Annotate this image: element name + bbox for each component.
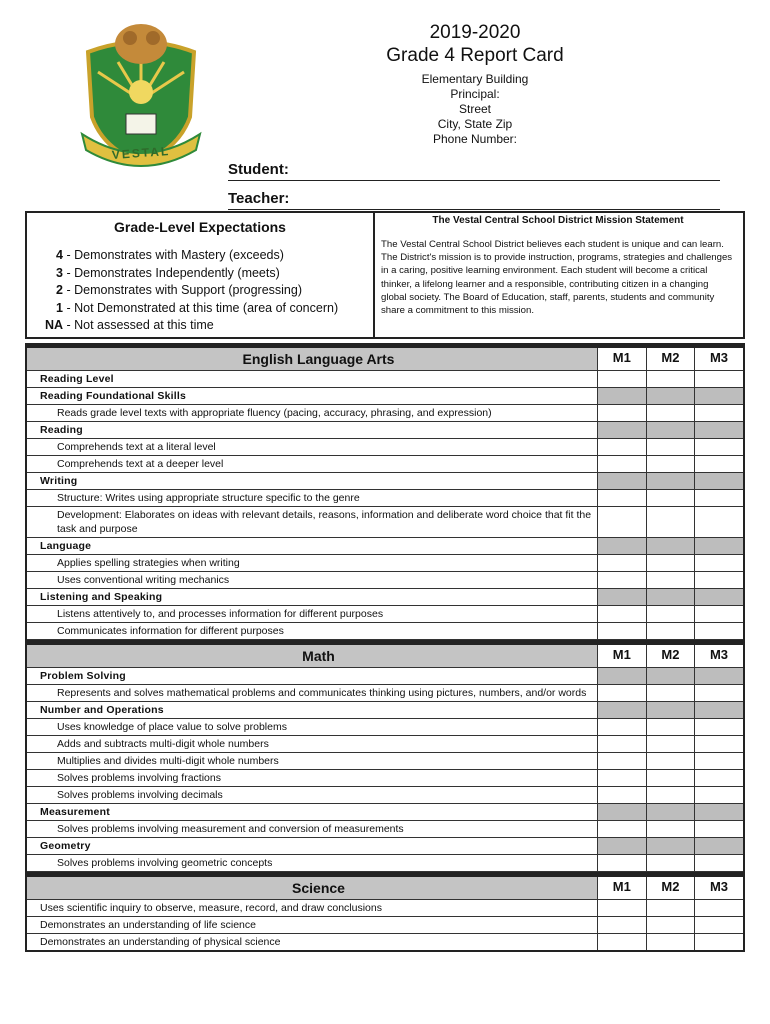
table-row xyxy=(27,934,743,950)
expectations-title: Grade-Level Expectations xyxy=(114,219,286,235)
table-row xyxy=(27,555,743,572)
skill-label: Demonstrates an understanding of physical science xyxy=(40,936,281,948)
grade-cell-m1[interactable] xyxy=(597,507,646,537)
grade-cell-m3 xyxy=(694,422,743,438)
grade-cell-m3[interactable] xyxy=(694,787,743,803)
skill-label: Solves problems involving decimals xyxy=(57,789,223,801)
grade-cell-m3[interactable] xyxy=(694,855,743,871)
skill-label: Solves problems involving geometric concepts xyxy=(57,857,273,869)
column-header-m1: M1 xyxy=(597,645,646,667)
grade-cell-m1 xyxy=(597,538,646,554)
grade-cell-m3 xyxy=(694,388,743,404)
grade-cell-m3[interactable] xyxy=(694,900,743,916)
table-row xyxy=(27,855,743,872)
table-row xyxy=(27,473,743,490)
expectation-item xyxy=(27,265,373,283)
skill-label: Multiplies and divides multi-digit whole numbers xyxy=(57,755,279,767)
grade-cell-m3[interactable] xyxy=(694,685,743,701)
grade-cell-m3[interactable] xyxy=(694,405,743,421)
math-section-header xyxy=(27,640,743,668)
grade-cell-m1[interactable] xyxy=(597,685,646,701)
category-label: Number and Operations xyxy=(40,704,164,716)
skill-label: Solves problems involving fractions xyxy=(57,772,221,784)
ela-section-header xyxy=(27,348,743,371)
skill-label: Comprehends text at a deeper level xyxy=(57,458,224,470)
grade-cell-m3 xyxy=(694,668,743,684)
table-row xyxy=(27,623,743,640)
expectation-code: NA xyxy=(44,318,63,332)
grade-cell-m3[interactable] xyxy=(694,917,743,933)
table-row xyxy=(27,456,743,473)
grade-cell-m2[interactable] xyxy=(646,934,695,950)
category-label: Reading Foundational Skills xyxy=(40,390,186,402)
grade-cell-m2[interactable] xyxy=(646,821,695,837)
grade-cell-m3[interactable] xyxy=(694,821,743,837)
grade-cell-m2[interactable] xyxy=(646,770,695,786)
grade-cell-m2 xyxy=(646,589,695,605)
table-row xyxy=(27,917,743,934)
grade-cell-m1[interactable] xyxy=(597,855,646,871)
grade-cell-m2 xyxy=(646,538,695,554)
grade-cell-m1[interactable] xyxy=(597,736,646,752)
grade-cell-m3[interactable] xyxy=(694,507,743,537)
skill-label: Communicates information for different purposes xyxy=(57,625,284,637)
grade-cell-m1[interactable] xyxy=(597,456,646,472)
grade-cell-m1[interactable] xyxy=(597,770,646,786)
grade-cell-m2[interactable] xyxy=(646,753,695,769)
category-label: Writing xyxy=(40,475,78,487)
column-header-m2: M2 xyxy=(646,877,695,899)
grade-cell-m3[interactable] xyxy=(694,623,743,639)
school-crest-logo xyxy=(78,22,204,174)
expectations-mission-box xyxy=(25,211,745,339)
table-row xyxy=(27,371,743,388)
grade-cell-m1 xyxy=(597,838,646,854)
grade-cell-m1[interactable] xyxy=(597,917,646,933)
grade-cell-m3[interactable] xyxy=(694,490,743,506)
column-header-m1: M1 xyxy=(597,348,646,370)
expectation-item xyxy=(27,247,373,265)
city-label: City, State Zip xyxy=(437,117,513,131)
grade-cell-m2[interactable] xyxy=(646,900,695,916)
grade-level-expectations xyxy=(27,213,373,337)
grade-cell-m3[interactable] xyxy=(694,439,743,455)
skill-label: Applies spelling strategies when writing xyxy=(57,557,240,569)
crest-banner-text: VESTAL xyxy=(111,143,171,163)
grade-cell-m2 xyxy=(646,702,695,718)
grade-cell-m2[interactable] xyxy=(646,572,695,588)
column-header-m2: M2 xyxy=(646,348,695,370)
grade-cell-m1 xyxy=(597,702,646,718)
skill-label: Uses conventional writing mechanics xyxy=(57,574,230,586)
grade-cell-m2[interactable] xyxy=(646,507,695,537)
table-row xyxy=(27,606,743,623)
skill-label: Uses scientific inquiry to observe, measure, record, and draw conclusions xyxy=(40,902,382,914)
grade-cell-m2[interactable] xyxy=(646,736,695,752)
table-row xyxy=(27,405,743,422)
grade-cell-m3[interactable] xyxy=(694,719,743,735)
table-row xyxy=(27,719,743,736)
table-row xyxy=(27,702,743,719)
table-row xyxy=(27,900,743,917)
grade-cell-m3[interactable] xyxy=(694,456,743,472)
table-row xyxy=(27,736,743,753)
table-row xyxy=(27,507,743,538)
grade-cell-m3 xyxy=(694,538,743,554)
expectation-text: - Demonstrates with Support (progressing) xyxy=(63,283,302,297)
grade-cell-m3[interactable] xyxy=(694,934,743,950)
grade-cell-m2[interactable] xyxy=(646,405,695,421)
grade-cell-m3[interactable] xyxy=(694,606,743,622)
grade-cell-m1[interactable] xyxy=(597,606,646,622)
expectation-item xyxy=(27,300,373,318)
grade-cell-m1[interactable] xyxy=(597,934,646,950)
grade-cell-m3 xyxy=(694,473,743,489)
grade-cell-m1 xyxy=(597,668,646,684)
building-name: Elementary Building xyxy=(421,72,529,86)
table-row xyxy=(27,572,743,589)
skill-label: Represents and solves mathematical problems and communicates thinking using pictures, numbers, and/or words xyxy=(57,687,587,699)
table-row xyxy=(27,838,743,855)
grade-cell-m3[interactable] xyxy=(694,770,743,786)
grade-cell-m3[interactable] xyxy=(694,555,743,571)
column-header-m3: M3 xyxy=(694,348,743,370)
category-label: Language xyxy=(40,540,92,552)
category-label: Reading xyxy=(40,424,83,436)
section-title: English Language Arts xyxy=(242,351,395,367)
table-row xyxy=(27,538,743,555)
table-row xyxy=(27,685,743,702)
page-title: Grade 4 Report Card xyxy=(386,45,564,66)
grade-cell-m1[interactable] xyxy=(597,821,646,837)
skill-label: Solves problems involving measurement and conversion of measurements xyxy=(57,823,404,835)
table-row xyxy=(27,439,743,456)
grade-cell-m3[interactable] xyxy=(694,753,743,769)
grade-cell-m1[interactable] xyxy=(597,555,646,571)
column-header-m3: M3 xyxy=(694,645,743,667)
report-title-block xyxy=(360,22,590,147)
school-year: 2019-2020 xyxy=(429,22,521,43)
expectations-list xyxy=(27,247,373,335)
mission-title: The Vestal Central School District Mission Statement xyxy=(432,215,684,226)
table-row xyxy=(27,668,743,685)
category-label: Listening and Speaking xyxy=(40,591,163,603)
skill-label: Structure: Writes using appropriate structure specific to the genre xyxy=(57,492,360,504)
skill-label: Uses knowledge of place value to solve problems xyxy=(57,721,287,733)
student-field[interactable] xyxy=(228,156,720,181)
expectation-item xyxy=(27,282,373,300)
grade-cell-m3 xyxy=(694,702,743,718)
grade-cell-m2[interactable] xyxy=(646,490,695,506)
grade-cell-m2[interactable] xyxy=(646,606,695,622)
grade-cell-m3 xyxy=(694,804,743,820)
student-label: Student: xyxy=(228,161,289,178)
expectation-text: - Demonstrates with Mastery (exceeds) xyxy=(63,248,284,262)
table-row xyxy=(27,821,743,838)
grade-cell-m2[interactable] xyxy=(646,855,695,871)
grade-cell-m2 xyxy=(646,388,695,404)
grade-cell-m1 xyxy=(597,473,646,489)
grade-cell-m1[interactable] xyxy=(597,900,646,916)
expectation-code: 4 xyxy=(56,248,63,262)
table-row xyxy=(27,787,743,804)
grade-cell-m1 xyxy=(597,589,646,605)
table-row xyxy=(27,589,743,606)
grade-cell-m3[interactable] xyxy=(694,371,743,387)
expectation-text: - Demonstrates Independently (meets) xyxy=(63,265,280,280)
table-row xyxy=(27,753,743,770)
grade-cell-m3[interactable] xyxy=(694,572,743,588)
table-row xyxy=(27,804,743,821)
table-row xyxy=(27,388,743,405)
expectation-item xyxy=(27,317,373,335)
column-header-m1: M1 xyxy=(597,877,646,899)
grade-cell-m1 xyxy=(597,422,646,438)
grade-cell-m3[interactable] xyxy=(694,736,743,752)
grade-cell-m1[interactable] xyxy=(597,787,646,803)
grade-cell-m2[interactable] xyxy=(646,439,695,455)
skill-label: Listens attentively to, and processes information for different purposes xyxy=(57,608,384,620)
grades-table xyxy=(25,343,745,952)
grade-cell-m1[interactable] xyxy=(597,405,646,421)
grade-cell-m2[interactable] xyxy=(646,456,695,472)
teacher-label: Teacher: xyxy=(228,190,290,207)
teacher-field[interactable] xyxy=(228,185,720,210)
skill-label: Demonstrates an understanding of life science xyxy=(40,919,256,931)
grade-cell-m2[interactable] xyxy=(646,555,695,571)
phone-label: Phone Number: xyxy=(432,132,518,146)
grade-cell-m2 xyxy=(646,838,695,854)
grade-cell-m2[interactable] xyxy=(646,371,695,387)
grade-cell-m1[interactable] xyxy=(597,719,646,735)
grade-cell-m2 xyxy=(646,804,695,820)
grade-cell-m2[interactable] xyxy=(646,685,695,701)
expectation-code: 3 xyxy=(56,265,63,280)
table-row xyxy=(27,490,743,507)
skill-label: Comprehends text at a literal level xyxy=(57,441,216,453)
expectation-code: 2 xyxy=(56,283,63,297)
grade-cell-m2[interactable] xyxy=(646,787,695,803)
grade-cell-m2 xyxy=(646,473,695,489)
principal-label: Principal: xyxy=(450,87,500,101)
grade-cell-m1[interactable] xyxy=(597,490,646,506)
category-label: Geometry xyxy=(40,840,91,852)
skill-label: Adds and subtracts multi-digit whole numbers xyxy=(57,738,269,750)
grade-cell-m1[interactable] xyxy=(597,572,646,588)
category-label: Reading Level xyxy=(40,373,114,385)
expectation-text: - Not Demonstrated at this time (area of concern) xyxy=(63,300,339,315)
grade-cell-m1 xyxy=(597,804,646,820)
table-row xyxy=(27,770,743,787)
grade-cell-m1[interactable] xyxy=(597,753,646,769)
category-label: Problem Solving xyxy=(40,670,126,682)
grade-cell-m2[interactable] xyxy=(646,917,695,933)
science-section-header xyxy=(27,872,743,900)
mission-statement xyxy=(373,213,743,337)
table-row xyxy=(27,422,743,439)
section-title: Science xyxy=(292,880,345,896)
grade-cell-m3 xyxy=(694,838,743,854)
grade-cell-m2 xyxy=(646,668,695,684)
grade-cell-m1[interactable] xyxy=(597,371,646,387)
grade-cell-m2 xyxy=(646,422,695,438)
grade-cell-m1[interactable] xyxy=(597,623,646,639)
grade-cell-m2[interactable] xyxy=(646,623,695,639)
category-label: Measurement xyxy=(40,806,110,818)
street-label: Street xyxy=(458,102,491,116)
grade-cell-m2[interactable] xyxy=(646,719,695,735)
section-title: Math xyxy=(302,648,335,664)
grade-cell-m3 xyxy=(694,589,743,605)
column-header-m3: M3 xyxy=(694,877,743,899)
skill-label: Development: Elaborates on ideas with relevant details, reasons, information and deliberate word choice that fit the task and purpose xyxy=(57,509,592,535)
expectation-text: - Not assessed at this time xyxy=(63,318,214,332)
expectation-code: 1 xyxy=(56,300,63,315)
skill-label: Reads grade level texts with appropriate fluency (pacing, accuracy, phrasing, and expression) xyxy=(57,407,492,419)
column-header-m2: M2 xyxy=(646,645,695,667)
mission-text: The Vestal Central School District believes each student is unique and can learn. The District's mission is to provide instruction, programs, strategies and challenges in a caring, positive learning environment. Each student will become a critical thinker, a lifelong learner and a responsible, contributing citizen in a changing global society. The Board of Education, staff, parents, students and community share a commitment to this mission. xyxy=(381,239,733,317)
grade-cell-m1 xyxy=(597,388,646,404)
grade-cell-m1[interactable] xyxy=(597,439,646,455)
